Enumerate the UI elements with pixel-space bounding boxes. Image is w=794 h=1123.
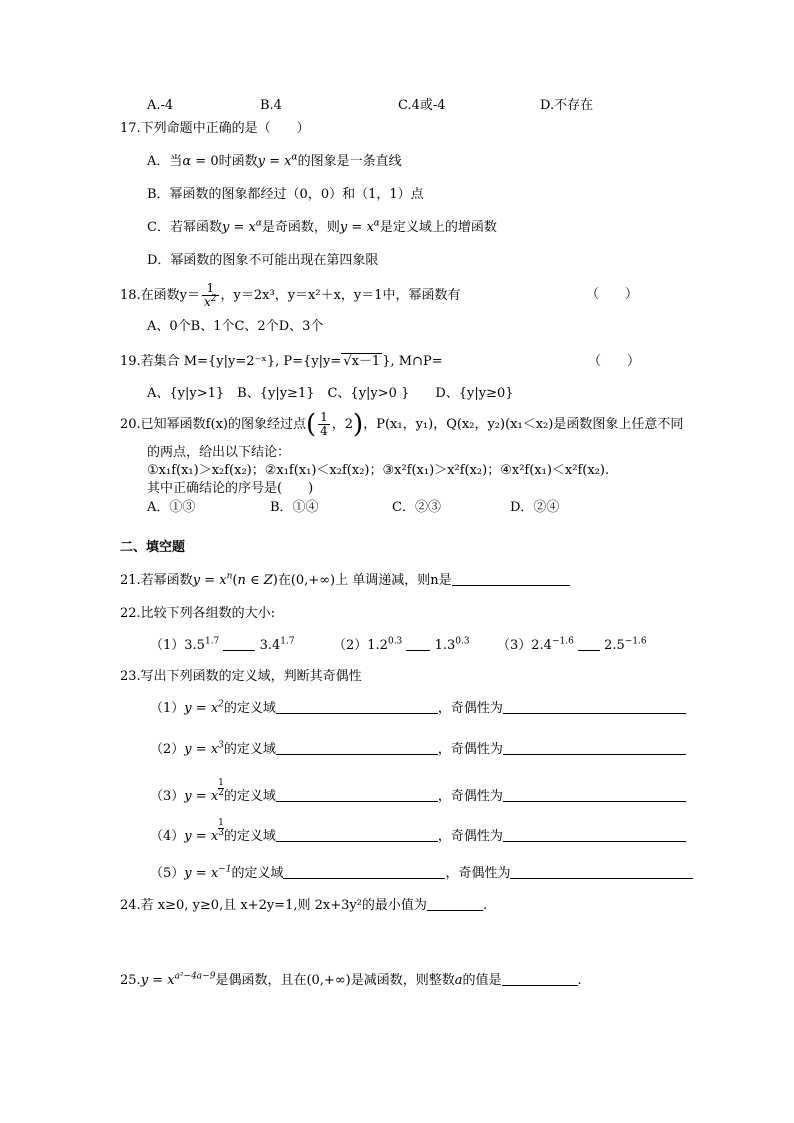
q17-option-b: B．幂函数的图象都经过（0，0）和（1，1）点: [147, 187, 424, 202]
q17-a-mid: 时函数: [218, 154, 258, 169]
q18-paren: （ ）: [586, 287, 639, 302]
q18-fraction: $\frac{1}{x^2}$: [204, 281, 217, 309]
q17-a-pre: A．当: [147, 154, 183, 169]
q23-item-4: （4）y = x $\frac{1}{3}$的定义域 ，奇偶性为: [150, 829, 686, 848]
q17-c-mid: 是奇函数，则: [261, 220, 340, 235]
q16-option-a: A.-4: [147, 98, 174, 113]
q20-conclusions: ①x₁f(x₁)＞x₂f(x₂)；②x₁f(x₁)＜x₂f(x₂)；③x²f(x₁)＞x²f(x₂)；④x²f(x₁)＜x²f(x₂).: [147, 463, 610, 478]
q19-stem: [120, 354, 443, 370]
q21-pre: 21.若幂函数: [120, 573, 193, 588]
q20-point: $\frac{1}{4}$: [320, 410, 328, 438]
q25-stem: $25.y = x^{a^2-4a-9}$是偶函数，且在(0,+∞)是减函数，则整数a的值是 .: [120, 971, 582, 988]
q20-option-c: C．②③: [392, 500, 441, 515]
q17-stem: 17.下列命题中正确的是（ ）: [120, 121, 310, 136]
q23-item-5: $(5)y = x^{-1}$的定义域 ，奇偶性为: [150, 866, 693, 882]
q23-item-1: $(1)y = x^2$的定义域 ，奇偶性为: [150, 701, 686, 717]
q20-line4: 其中正确结论的序号是( ): [147, 481, 314, 496]
q17-c-pre: C．若幂函数: [147, 220, 222, 235]
q17-a-post: 的图象是一条直线: [297, 154, 402, 169]
q20-option-b: B．①④: [270, 500, 319, 515]
q20-stem: 20.已知幂函数f(x)的图象经过点( $\frac{1}{4}$ ，2)，P(x₁，y₁)，Q(x₂，y₂)(x₁＜x₂)是函数图象上任意不同: [120, 409, 684, 440]
q16-option-b: B.4: [260, 98, 282, 113]
q16-option-d: D.不存在: [540, 98, 594, 113]
q16-option-c: C.4或-4: [398, 98, 446, 113]
q17-option-d: D．幂函数的图象不可能出现在第四象限: [147, 253, 379, 268]
q23-item-2: $(2)y = x^3$的定义域 ，奇偶性为: [150, 742, 686, 758]
q20-point-rest: ，2: [331, 417, 354, 432]
q24-stem: 24.若 x≥0, y≥0,且 x+2y=1,则 2x+3y²的最小值为 .: [120, 898, 488, 913]
q20-option-d: D．②④: [510, 500, 560, 515]
q21-post: 上 单调递减，则n是: [335, 573, 452, 588]
q22-stem: 22.比较下列各组数的大小:: [120, 606, 276, 621]
q17-c-post: 是定义域上的增函数: [379, 220, 497, 235]
q20-option-a: A．①③: [147, 500, 196, 515]
q20-pre: 20.已知幂函数f(x)的图象经过点: [120, 417, 306, 432]
section-title: 二、填空题: [120, 540, 186, 555]
q17-option-c: C．若幂函数$y = x^\alpha$是奇函数，则$y = x^\alpha$是定义域上的增函数: [147, 218, 497, 235]
q19-options: A、{y|y>1} B、{y|y≥1} C、{y|y>0 } D、{y|y≥0}: [147, 386, 514, 401]
q23-stem: 23.写出下列函数的定义域，判断其奇偶性: [120, 669, 362, 684]
q19-post: }, M∩P=: [382, 354, 443, 369]
q22-part2: $(2)1.2^{0.3}$ $1.3^{0.3}$: [333, 636, 470, 653]
q22-part3: $(3)2.4^{-1.6}$ $2.5^{-1.6}$: [497, 636, 647, 653]
q17-option-a: A．当α = 0时函数$y = x^\alpha$的图象是一条直线: [147, 152, 402, 169]
q19-pre: 19.若集合 M={y|y=2⁻ˣ}, P={y|y=: [120, 354, 342, 369]
q20-line2: 的两点，给出以下结论：: [147, 445, 291, 460]
q19-paren: （ ）: [588, 354, 641, 369]
q20-post: ，P(x₁，y₁)，Q(x₂，y₂)(x₁＜x₂)是函数图象上任意不同: [363, 417, 684, 432]
q22-part1: $(1)3.5^{1.7}$ $3.4^{1.7}$: [150, 636, 295, 653]
q19-sqrt: √x－1: [343, 354, 381, 369]
q23-item-3: （3）y = x $\frac{1}{2}$的定义域 ，奇偶性为: [150, 789, 686, 808]
q18-options: A、0个B、1个C、2个D、3个: [147, 319, 324, 334]
q18-post: ，y＝2x³，y＝x²＋x，y＝1中，幂函数有: [220, 288, 461, 303]
q18-stem: [120, 278, 461, 314]
q18-pre: 18.在函数y＝: [120, 288, 201, 303]
q21-stem: 21.若幂函数$y = x^n(n$ ∈ Z)在(0,+∞)上 单调递减，则n是: [120, 573, 570, 589]
